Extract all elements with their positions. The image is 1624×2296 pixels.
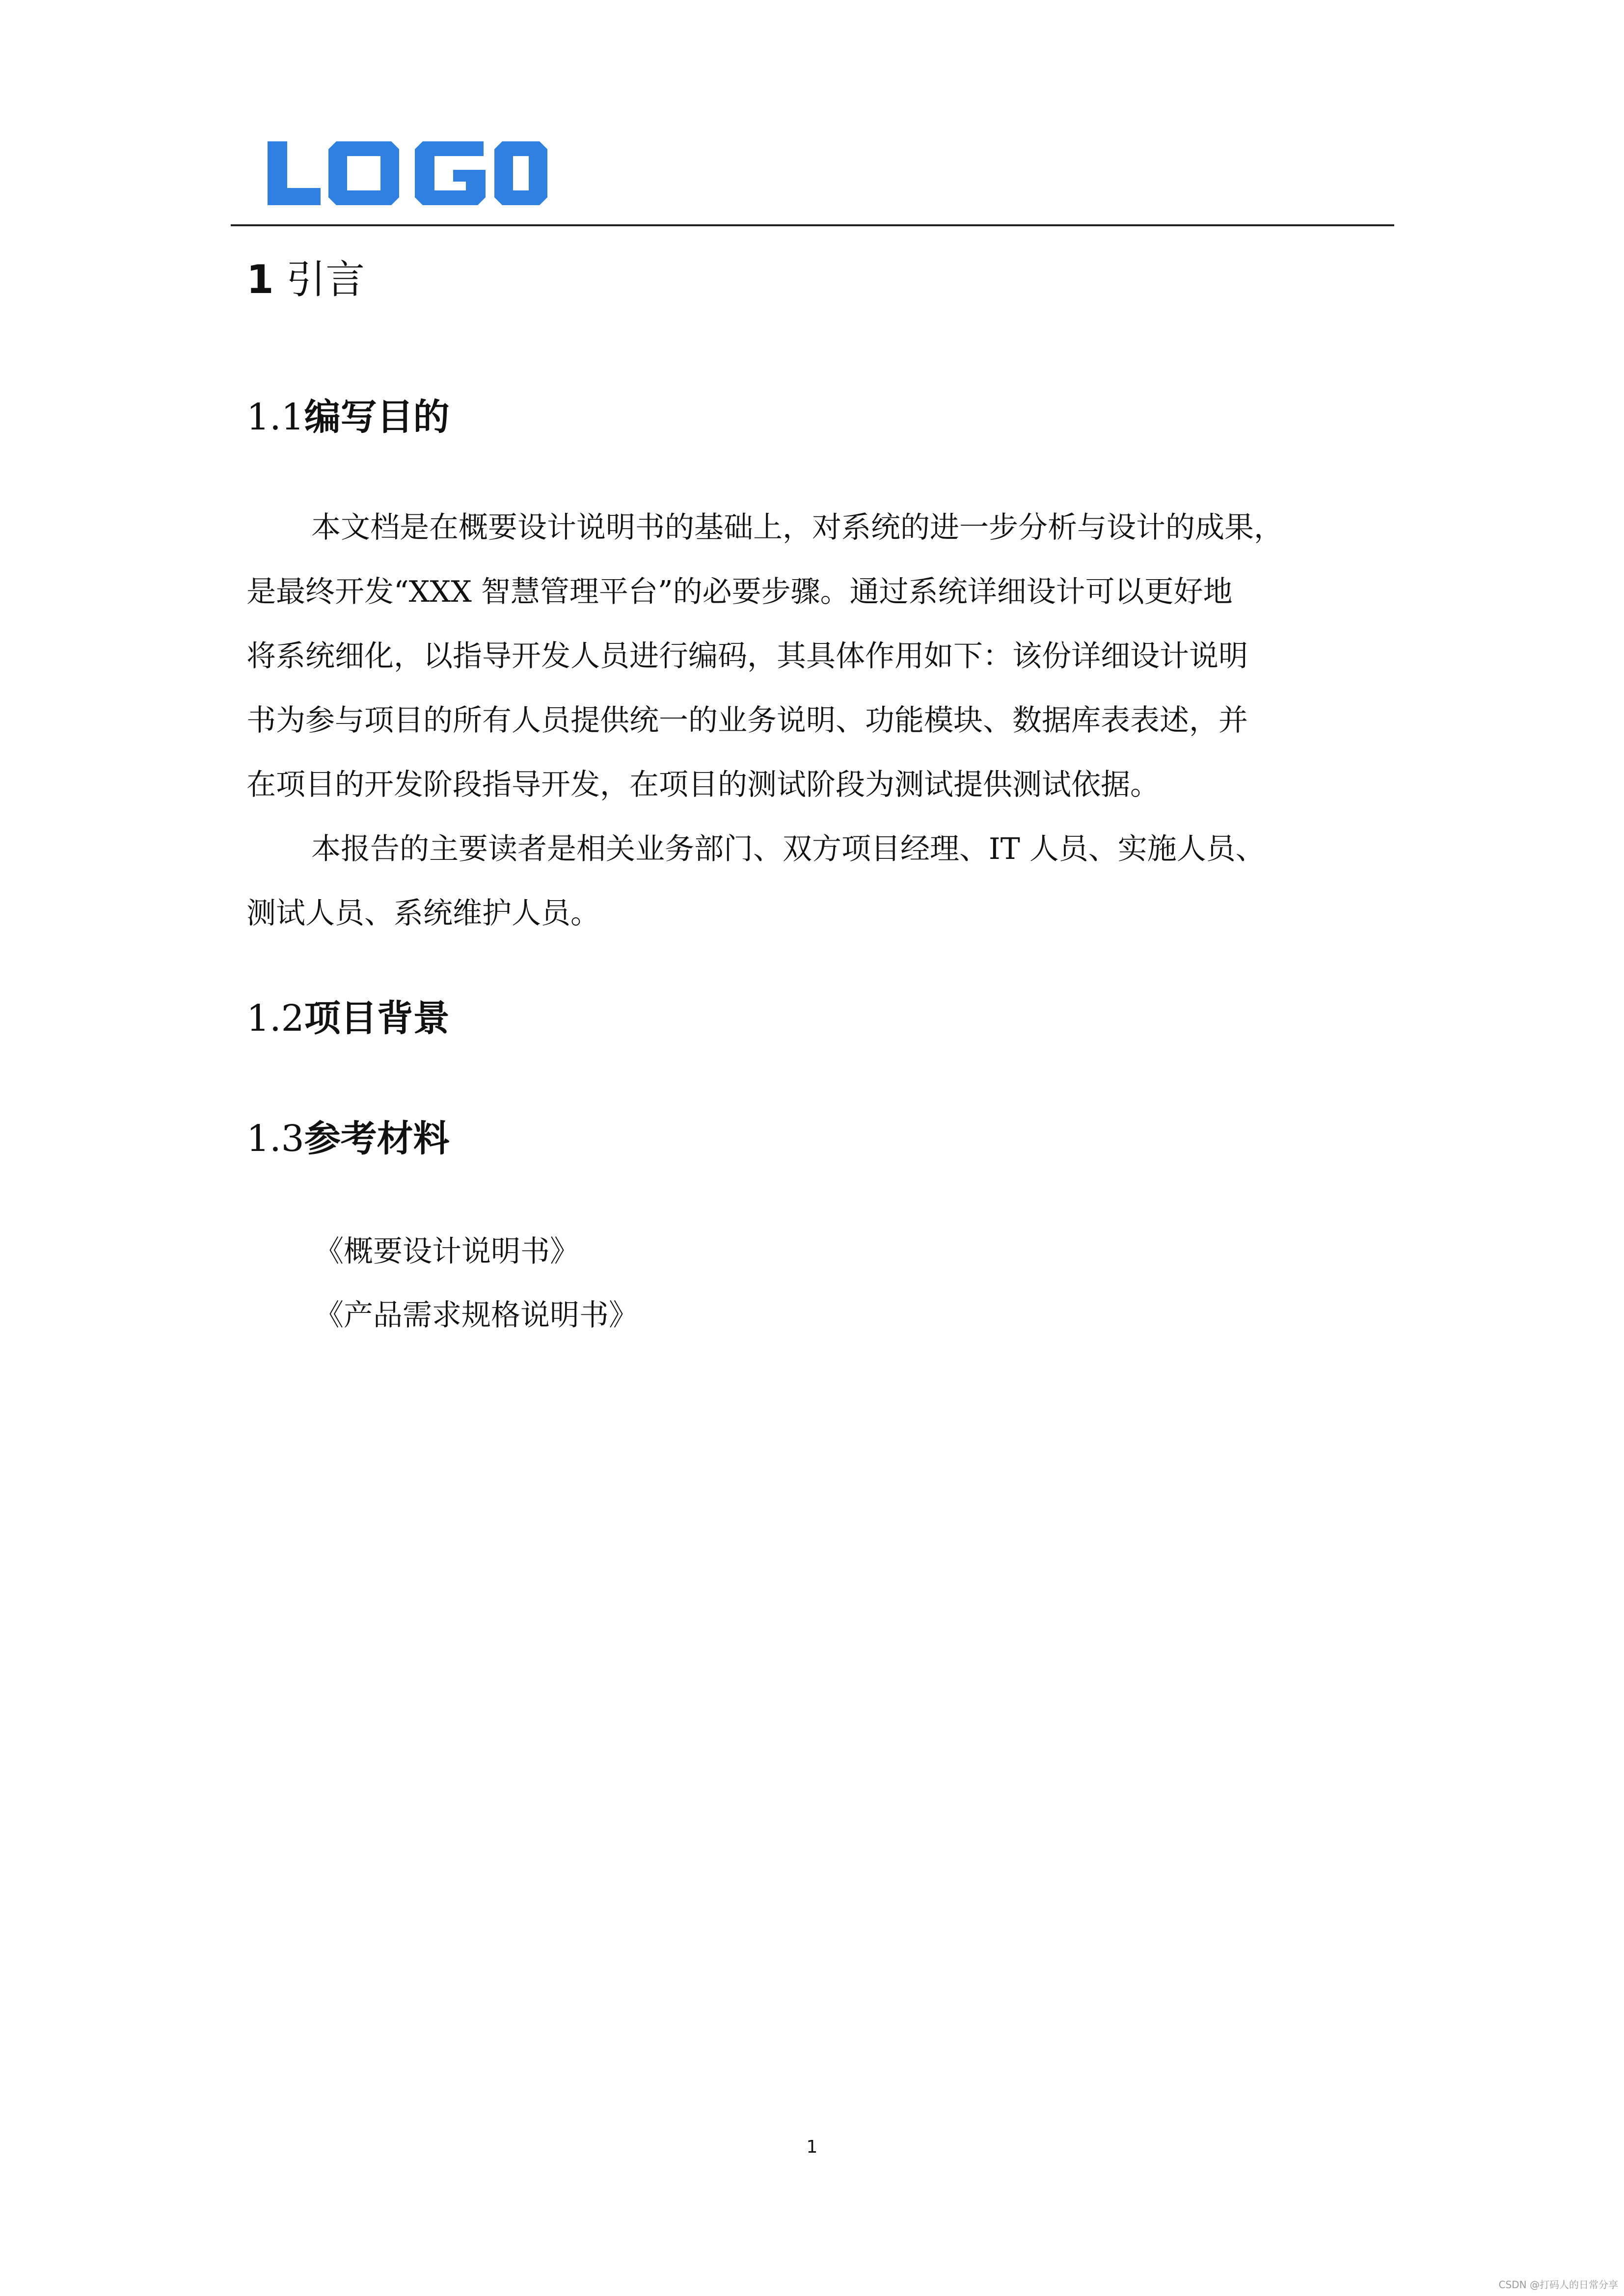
page-number: 1 <box>806 2137 818 2157</box>
chapter-title: 引言 <box>286 257 365 302</box>
section-number: 1.3 <box>246 1118 304 1160</box>
section-title: 参考材料 <box>304 1118 450 1160</box>
header-divider <box>231 224 1394 226</box>
section-title: 项目背景 <box>304 997 450 1040</box>
purpose-paragraph <box>246 496 1376 946</box>
paragraph-line: 书为参与项目的所有人员提供统一的业务说明、功能模块、数据库表表述，并 <box>246 703 1248 738</box>
paragraph-line: 本文档是在概要设计说明书的基础上，对系统的进一步分析与设计的成果， <box>311 510 1283 545</box>
paragraph-line: 本报告的主要读者是相关业务部门、双方项目经理、IT 人员、实施人员、 <box>311 832 1265 866</box>
paragraph-line: 在项目的开发阶段指导开发，在项目的测试阶段为测试提供测试依据。 <box>246 768 1160 802</box>
company-logo <box>268 141 547 205</box>
paragraph-line: 将系统细化，以指导开发人员进行编码，其具体作用如下：该份详细设计说明 <box>246 639 1248 673</box>
section-number: 1.1 <box>246 396 304 438</box>
watermark-text: CSDN @打码人的日常分享 <box>1498 2279 1618 2291</box>
chapter-number: 1 <box>246 257 274 302</box>
section-title: 编写目的 <box>304 396 450 438</box>
section-heading-1-3 <box>246 1114 450 1163</box>
section-heading-1-1 <box>246 393 450 442</box>
logo-image <box>268 141 547 205</box>
paragraph-line: 测试人员、系统维护人员。 <box>246 896 600 931</box>
reference-item: 《产品需求规格说明书》 <box>314 1298 638 1333</box>
section-heading-1-2 <box>246 994 450 1043</box>
chapter-heading <box>246 253 365 307</box>
paragraph-line: 是最终开发“XXX 智慧管理平台”的必要步骤。通过系统详细设计可以更好地 <box>246 575 1233 609</box>
reference-item: 《概要设计说明书》 <box>314 1234 579 1269</box>
section-number: 1.2 <box>246 997 304 1040</box>
